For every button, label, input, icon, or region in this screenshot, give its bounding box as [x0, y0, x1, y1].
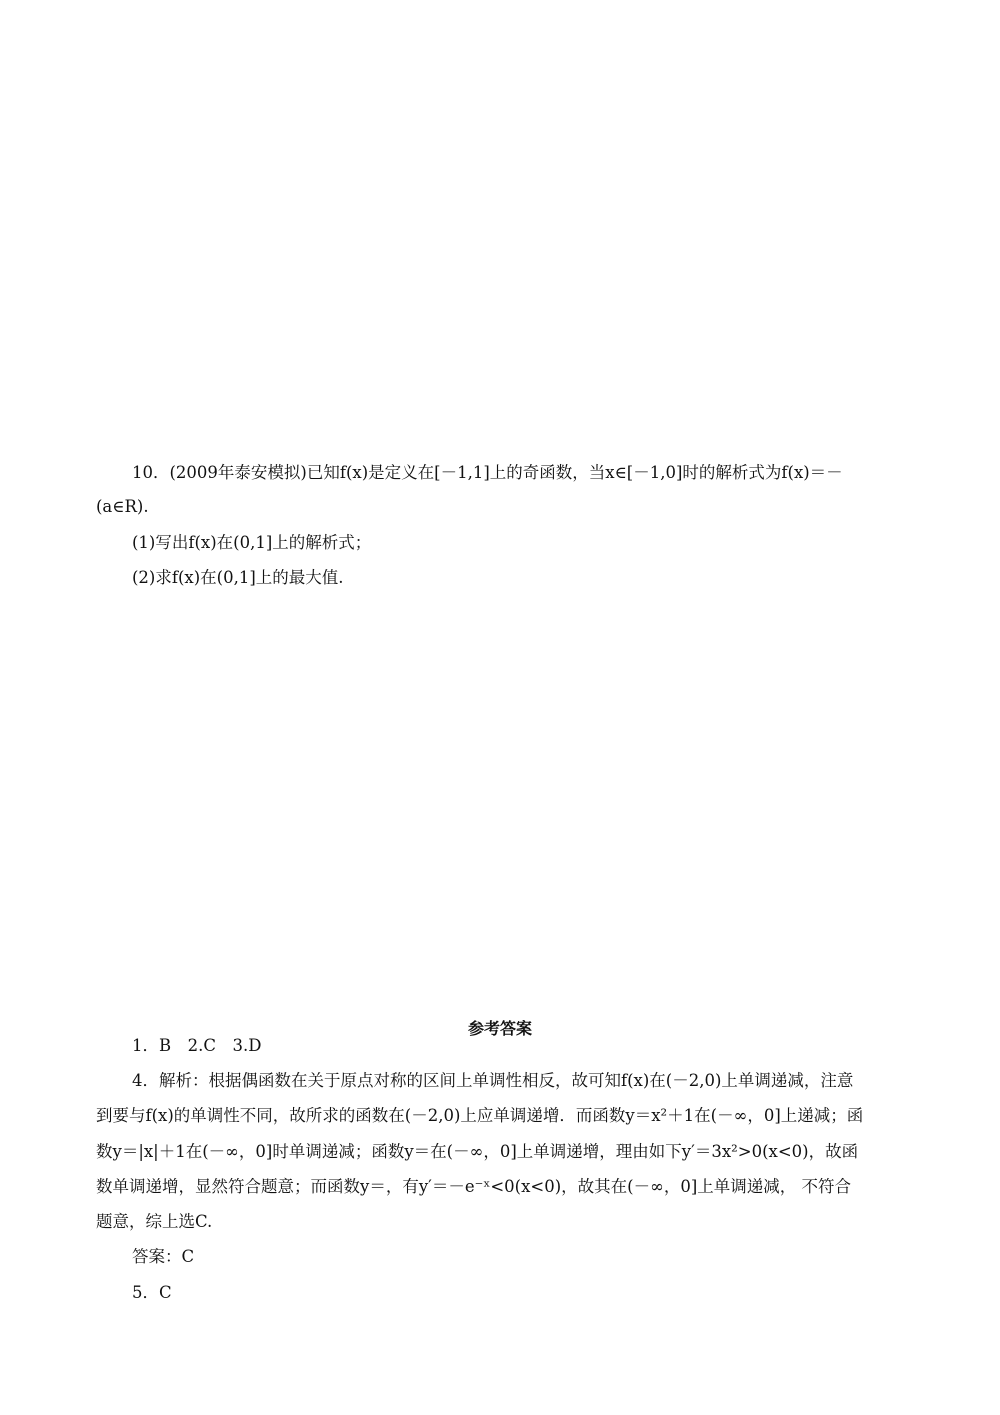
answers-heading: 参考答案	[467, 1019, 532, 1038]
answer-5: 5．C	[132, 1283, 172, 1302]
answer-4-line-1: 4．解析：根据偶函数在关于原点对称的区间上单调性相反，故可知f(x)在(－2,0)上单调递减，注意	[132, 1071, 854, 1090]
answers-1-to-3: 1．B 2.C 3.D	[132, 1036, 262, 1055]
question-10-part-2: (2)求f(x)在(0,1]上的最大值.	[132, 568, 344, 587]
question-10-part-1: (1)写出f(x)在(0,1]上的解析式；	[132, 533, 372, 552]
question-10-line-2: (a∈R).	[96, 497, 149, 516]
answer-4-line-3: 数y＝|x|＋1在(－∞，0]时单调递减；函数y＝在(－∞，0]上单调递增，理由如下y′＝3x²>0(x<0)，故函	[96, 1142, 859, 1161]
answer-4-line-4: 数单调递增，显然符合题意；而函数y＝，有y′＝－e⁻ˣ<0(x<0)，故其在(－∞，0]上单调递减， 不符合	[96, 1177, 852, 1196]
answer-4-final: 答案：C	[132, 1247, 195, 1266]
answer-4-line-2: 到要与f(x)的单调性不同，故所求的函数在(－2,0)上应单调递增．而函数y＝x²＋1在(－∞，0]上递减；函	[96, 1106, 864, 1125]
question-10-line-1: 10．(2009年泰安模拟)已知f(x)是定义在[－1,1]上的奇函数，当x∈[－1,0]时的解析式为f(x)＝－	[132, 463, 843, 482]
answer-4-line-5: 题意，综上选C.	[96, 1212, 213, 1231]
